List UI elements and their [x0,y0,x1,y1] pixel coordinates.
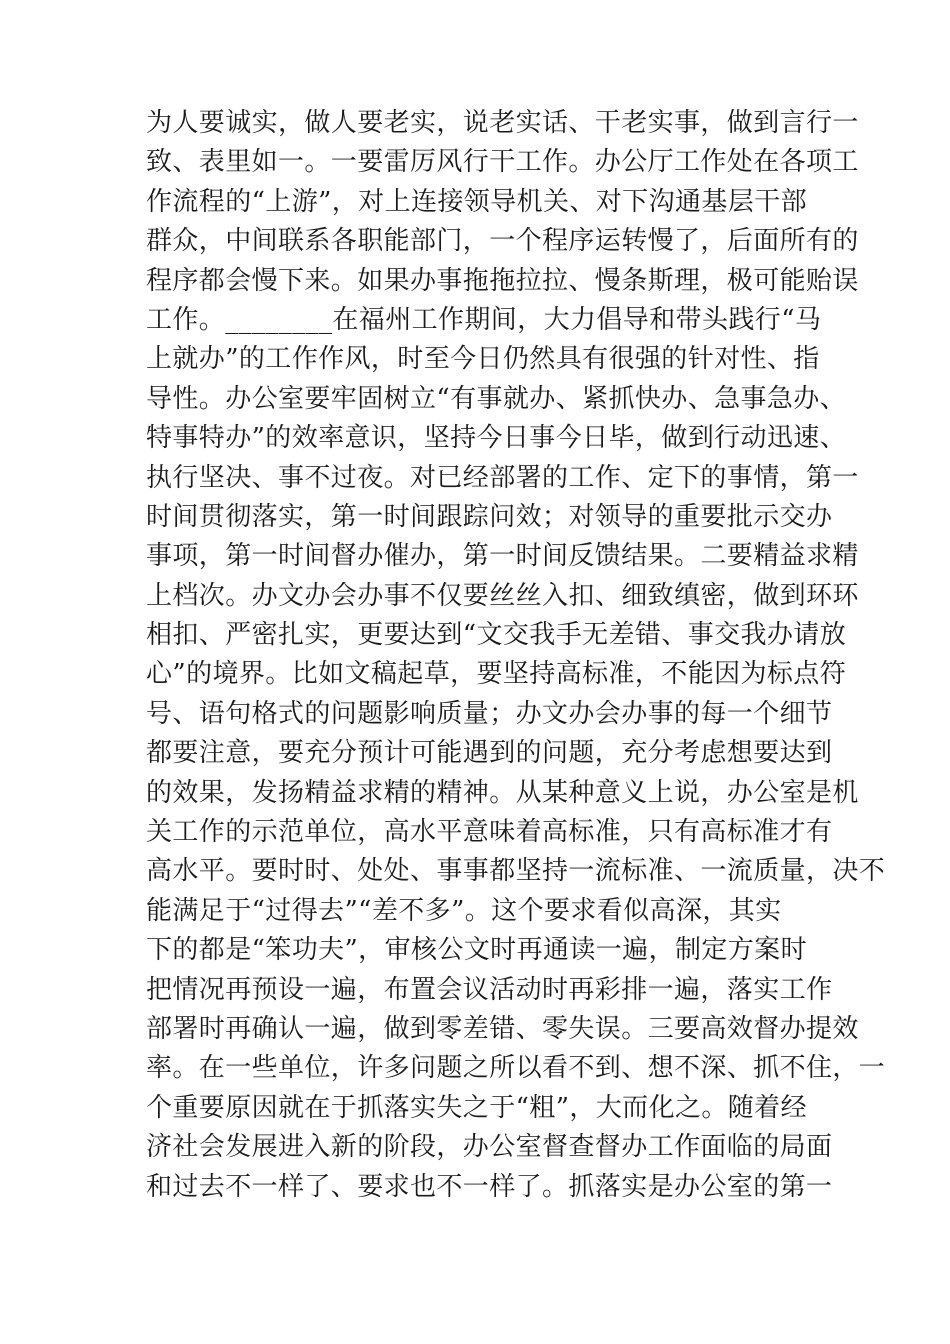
text-line: 程序都会慢下来。如果办事拖拖拉拉、慢条斯理，极可能贻误 [146,265,859,296]
text-line: 心”的境界。比如文稿起草，要坚持高标准，不能因为标点符 [146,659,847,690]
text-line: 个重要原因就在于抓落实失之于“粗”，大而化之。随着经 [146,1092,807,1123]
text-line: 致、表里如一。一要雷厉风行干工作。办公厅工作处在各项工 [146,147,859,178]
document-body [146,104,886,1207]
text-line: 高水平。要时时、处处、事事都坚持一流标准、一流质量，决不 [146,856,886,887]
text-line: 号、语句格式的问题影响质量；办文办会办事的每一个细节 [146,698,833,729]
text-line: 工作。________在福州工作期间，大力倡导和带头践行“马 [146,304,822,335]
text-line: 相扣、严密扎实，更要达到“文交我手无差错、事交我办请放 [146,620,847,651]
text-line: 特事特办”的效率意识，坚持今日事今日毕，做到行动迅速、 [146,423,847,454]
text-line: 群众，中间联系各职能部门，一个程序运转慢了，后面所有的 [146,226,859,257]
text-line: 关工作的示范单位，高水平意味着高标准，只有高标准才有 [146,817,833,848]
text-line: 作流程的“上游”，对上连接领导机关、对下沟通基层干部 [146,186,807,217]
text-line: 部署时再确认一遍，做到零差错、零失误。三要高效督办提效 [146,1013,859,1044]
text-line: 时间贯彻落实，第一时间跟踪问效；对领导的重要批示交办 [146,501,833,532]
text-line: 导性。办公室要牢固树立“有事就办、紧抓快办、急事急办、 [146,383,847,414]
text-line: 上档次。办文办会办事不仅要丝丝入扣、细致缜密，做到环环 [146,580,859,611]
text-line: 能满足于“过得去”“差不多”。这个要求看似高深，其实 [146,895,782,926]
text-line: 和过去不一样了、要求也不一样了。抓落实是办公室的第一 [146,1171,833,1202]
text-line: 下的都是“笨功夫”，审核公文时再通读一遍，制定方案时 [146,935,807,966]
text-line: 上就办”的工作作风，时至今日仍然具有很强的针对性、指 [146,344,820,375]
text-line: 为人要诚实，做人要老实，说老实话、干老实事，做到言行一 [146,108,859,138]
text-line: 把情况再预设一遍，布置会议活动时再彩排一遍，落实工作 [146,974,833,1005]
text-line: 济社会发展进入新的阶段，办公室督查督办工作面临的局面 [146,1132,833,1163]
text-line: 的效果，发扬精益求精的精神。从某种意义上说，办公室是机 [146,777,859,808]
text-line: 率。在一些单位，许多问题之所以看不到、想不深、抓不住，一 [146,1053,886,1084]
text-line: 都要注意，要充分预计可能遇到的问题，充分考虑想要达到 [146,738,833,769]
text-line: 执行坚决、事不过夜。对已经部署的工作、定下的事情，第一 [146,462,859,493]
text-line: 事项，第一时间督办催办，第一时间反馈结果。二要精益求精 [146,541,859,572]
